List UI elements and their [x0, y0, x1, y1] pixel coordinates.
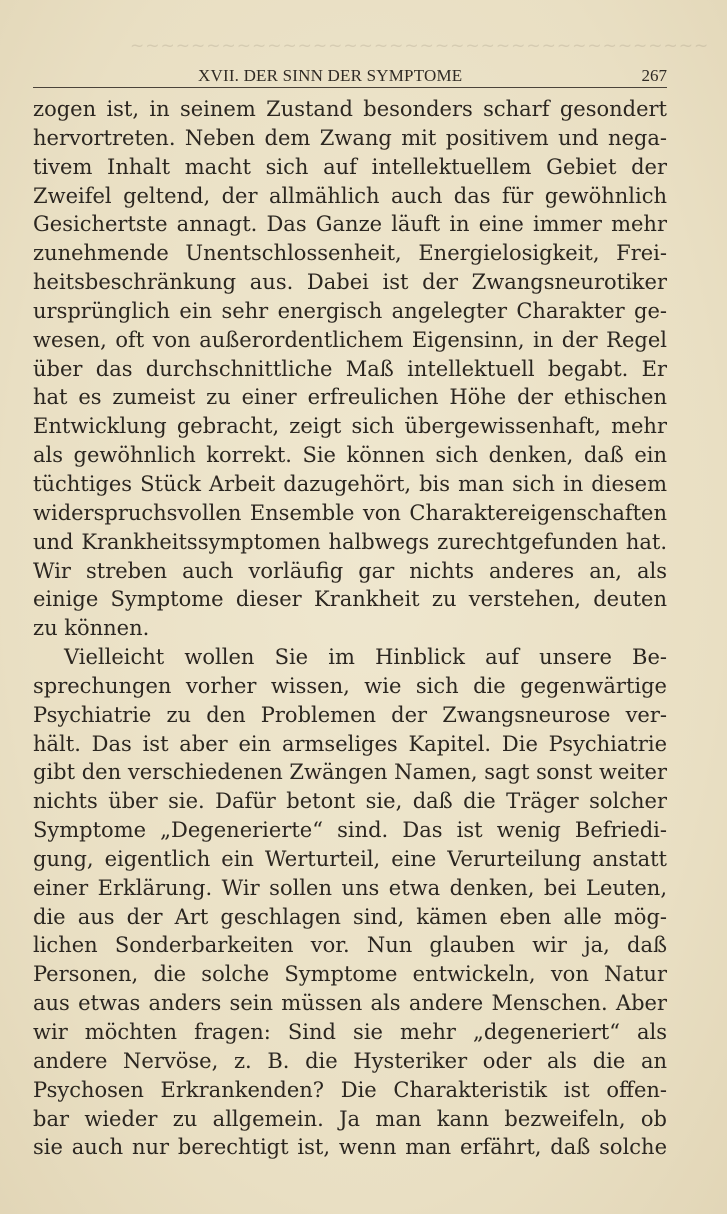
text-line: Wir streben auch vorläufig gar nichts anderes an, als: [33, 558, 667, 583]
text-line: Psychiatrie zu den Problemen der Zwangsneurose ver-: [33, 702, 667, 727]
text-line: widerspruchsvollen Ensemble von Charaktereigenschaften: [33, 500, 667, 525]
text-line: lichen Sonderbarkeiten vor. Nun glauben wir ja, daß: [33, 933, 667, 958]
text-line: Entwicklung gebracht, zeigt sich übergewissenhaft, mehr: [33, 414, 667, 439]
text-line: über das durchschnittliche Maß intellektuell begabt. Er: [33, 356, 667, 381]
text-line: hält. Das ist aber ein armseliges Kapitel. Die Psychiatrie: [33, 731, 667, 756]
paragraph-end-line: zu können.: [33, 616, 150, 641]
text-line: zogen ist, in seinem Zustand besonders scharf gesondert: [33, 97, 667, 121]
text-line: tüchtiges Stück Arbeit dazugehört, bis man sich in diesem: [33, 471, 667, 496]
text-line: tivem Inhalt macht sich auf intellektuellem Gebiet der: [33, 154, 667, 179]
text-line: ursprünglich ein sehr energisch angelegter Charakter ge-: [33, 298, 667, 323]
show-through-text: ~~~~~~~~~~~~~~~~~~~~~~~~~~~~~~~~~~~~~~: [130, 36, 710, 56]
text-line: zunehmende Unentschlossenheit, Energielosigkeit, Frei-: [33, 241, 667, 266]
text-line: als gewöhnlich korrekt. Sie können sich denken, daß ein: [33, 443, 667, 468]
text-line: Personen, die solche Symptome entwickeln, von Natur: [33, 962, 667, 987]
body-text: [33, 95, 667, 1162]
text-line: heitsbeschränkung aus. Dabei ist der Zwangsneurotiker: [33, 270, 667, 295]
text-line: nichts über sie. Dafür betont sie, daß die Träger solcher: [33, 789, 667, 814]
text-line: einer Erklärung. Wir sollen uns etwa denken, bei Leuten,: [33, 875, 667, 900]
text-line: bar wieder zu allgemein. Ja man kann bezweifeln, ob: [33, 1106, 667, 1131]
text-line: Gesichertste annagt. Das Ganze läuft in eine immer mehr: [33, 212, 667, 237]
text-line: die aus der Art geschlagen sind, kämen eben alle mög-: [33, 904, 667, 929]
running-title: XVII. DER SINN DER SYMPTOME: [198, 66, 463, 85]
page-number: 267: [641, 66, 667, 85]
text-line: andere Nervöse, z. B. die Hysteriker oder als die an: [33, 1048, 667, 1073]
text-line: aus etwas anders sein müssen als andere Menschen. Aber: [33, 991, 667, 1016]
paragraph-start-line: Vielleicht wollen Sie im Hinblick auf unsere Be-: [64, 645, 667, 670]
text-line: wir möchten fragen: Sind sie mehr „degeneriert“ als: [33, 1020, 667, 1044]
running-header: [33, 63, 667, 88]
text-line: sie auch nur berechtigt ist, wenn man erfährt, daß solche: [33, 1135, 667, 1160]
text-line: einige Symptome dieser Krankheit zu verstehen, deuten: [33, 587, 667, 612]
text-line: Zweifel geltend, der allmählich auch das für gewöhnlich: [33, 183, 667, 208]
text-line: gibt den verschiedenen Zwängen Namen, sagt sonst weiter: [33, 760, 667, 785]
text-line: sprechungen vorher wissen, wie sich die gegenwärtige: [33, 673, 667, 698]
text-line: Psychosen Erkrankenden? Die Charakteristik ist offen-: [33, 1077, 667, 1102]
text-line: und Krankheitssymptomen halbwegs zurechtgefunden hat.: [33, 529, 667, 554]
text-line: wesen, oft von außerordentlichem Eigensinn, in der Regel: [33, 327, 667, 352]
text-line: gung, eigentlich ein Werturteil, eine Verurteilung anstatt: [33, 846, 667, 871]
text-line: Symptome „Degenerierte“ sind. Das ist wenig Befriedi-: [33, 818, 667, 843]
text-line: hat es zumeist zu einer erfreulichen Höhe der ethischen: [33, 385, 667, 410]
text-line: hervortreten. Neben dem Zwang mit positivem und nega-: [33, 125, 667, 150]
